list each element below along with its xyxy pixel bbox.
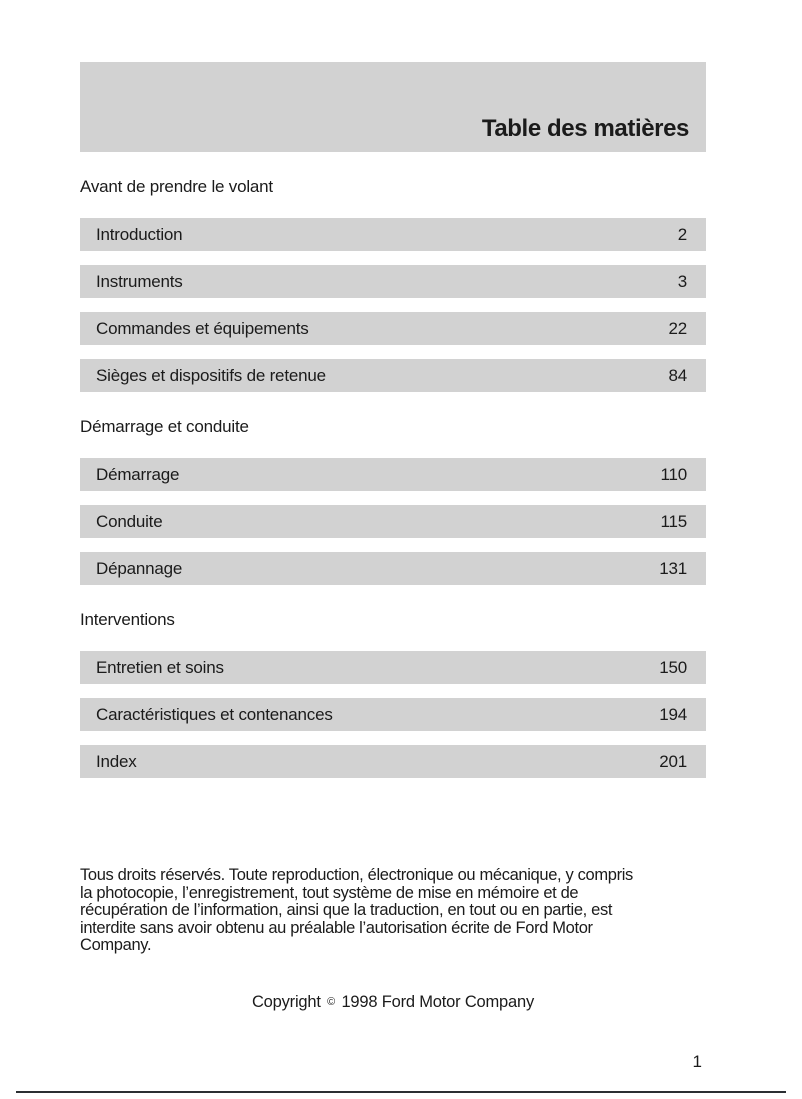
toc-entry <box>80 312 706 345</box>
toc-entry-label: Instruments <box>96 271 183 291</box>
toc-entry <box>80 458 706 491</box>
toc-entry <box>80 552 706 585</box>
toc-entry <box>80 505 706 538</box>
toc-entry-page: 84 <box>668 365 687 385</box>
legal-notice-line: Company. <box>80 936 152 955</box>
legal-notice-line: la photocopie, l’enregistrement, tout système de mise en mémoire et de <box>80 883 579 902</box>
toc-entry-label: Démarrage <box>96 464 180 484</box>
toc-entry-label: Commandes et équipements <box>96 318 309 338</box>
toc-entry-label: Caractéristiques et contenances <box>96 704 333 724</box>
toc-entry-page: 150 <box>659 657 687 677</box>
toc-entry-label: Sièges et dispositifs de retenue <box>96 365 326 385</box>
toc-entry-page: 115 <box>660 511 687 531</box>
toc-entry <box>80 745 706 778</box>
copyright-symbol-icon: © <box>327 995 336 1008</box>
toc-entry-page: 110 <box>660 464 687 484</box>
section-heading: Avant de prendre le volant <box>80 177 273 196</box>
toc-entry-label: Introduction <box>96 224 183 244</box>
toc-entry-label: Conduite <box>96 511 163 531</box>
toc-entry-page: 2 <box>677 224 687 244</box>
toc-entry <box>80 218 706 251</box>
section-heading: Démarrage et conduite <box>80 417 249 436</box>
legal-notice <box>80 867 706 955</box>
copyright-line <box>80 992 706 1012</box>
toc-entry-label: Index <box>96 751 137 771</box>
section-heading: Interventions <box>80 610 175 629</box>
toc-entry <box>80 651 706 684</box>
footer-rule <box>16 1091 786 1093</box>
legal-notice-line: Tous droits réservés. Toute reproduction, électronique ou mécanique, y compris <box>80 866 633 884</box>
toc-section-before-driving <box>80 177 706 392</box>
toc-entry-page: 201 <box>659 751 687 771</box>
toc-entry <box>80 265 706 298</box>
toc-header-banner <box>80 62 706 152</box>
toc-entry-page: 22 <box>668 318 687 338</box>
toc-entry <box>80 698 706 731</box>
page-content <box>80 0 706 1072</box>
toc-entry <box>80 359 706 392</box>
toc-section-servicing <box>80 610 706 778</box>
page-number: 1 <box>692 1051 702 1071</box>
copyright-year-company: 1998 Ford Motor Company <box>341 992 535 1011</box>
toc-entry-page: 131 <box>659 558 687 578</box>
toc-entry-page: 194 <box>659 704 687 724</box>
toc-entry-label: Dépannage <box>96 558 183 578</box>
page-title: Table des matières <box>481 115 689 142</box>
toc-section-starting-driving <box>80 417 706 585</box>
toc-entry-label: Entretien et soins <box>96 657 224 677</box>
toc-entry-page: 3 <box>677 271 687 291</box>
legal-notice-line: interdite sans avoir obtenu au préalable l’autorisation écrite de Ford Motor <box>80 918 593 937</box>
copyright-text: Copyright <box>251 992 321 1011</box>
legal-notice-line: récupération de l’information, ainsi que la traduction, en tout ou en partie, est <box>80 901 613 920</box>
